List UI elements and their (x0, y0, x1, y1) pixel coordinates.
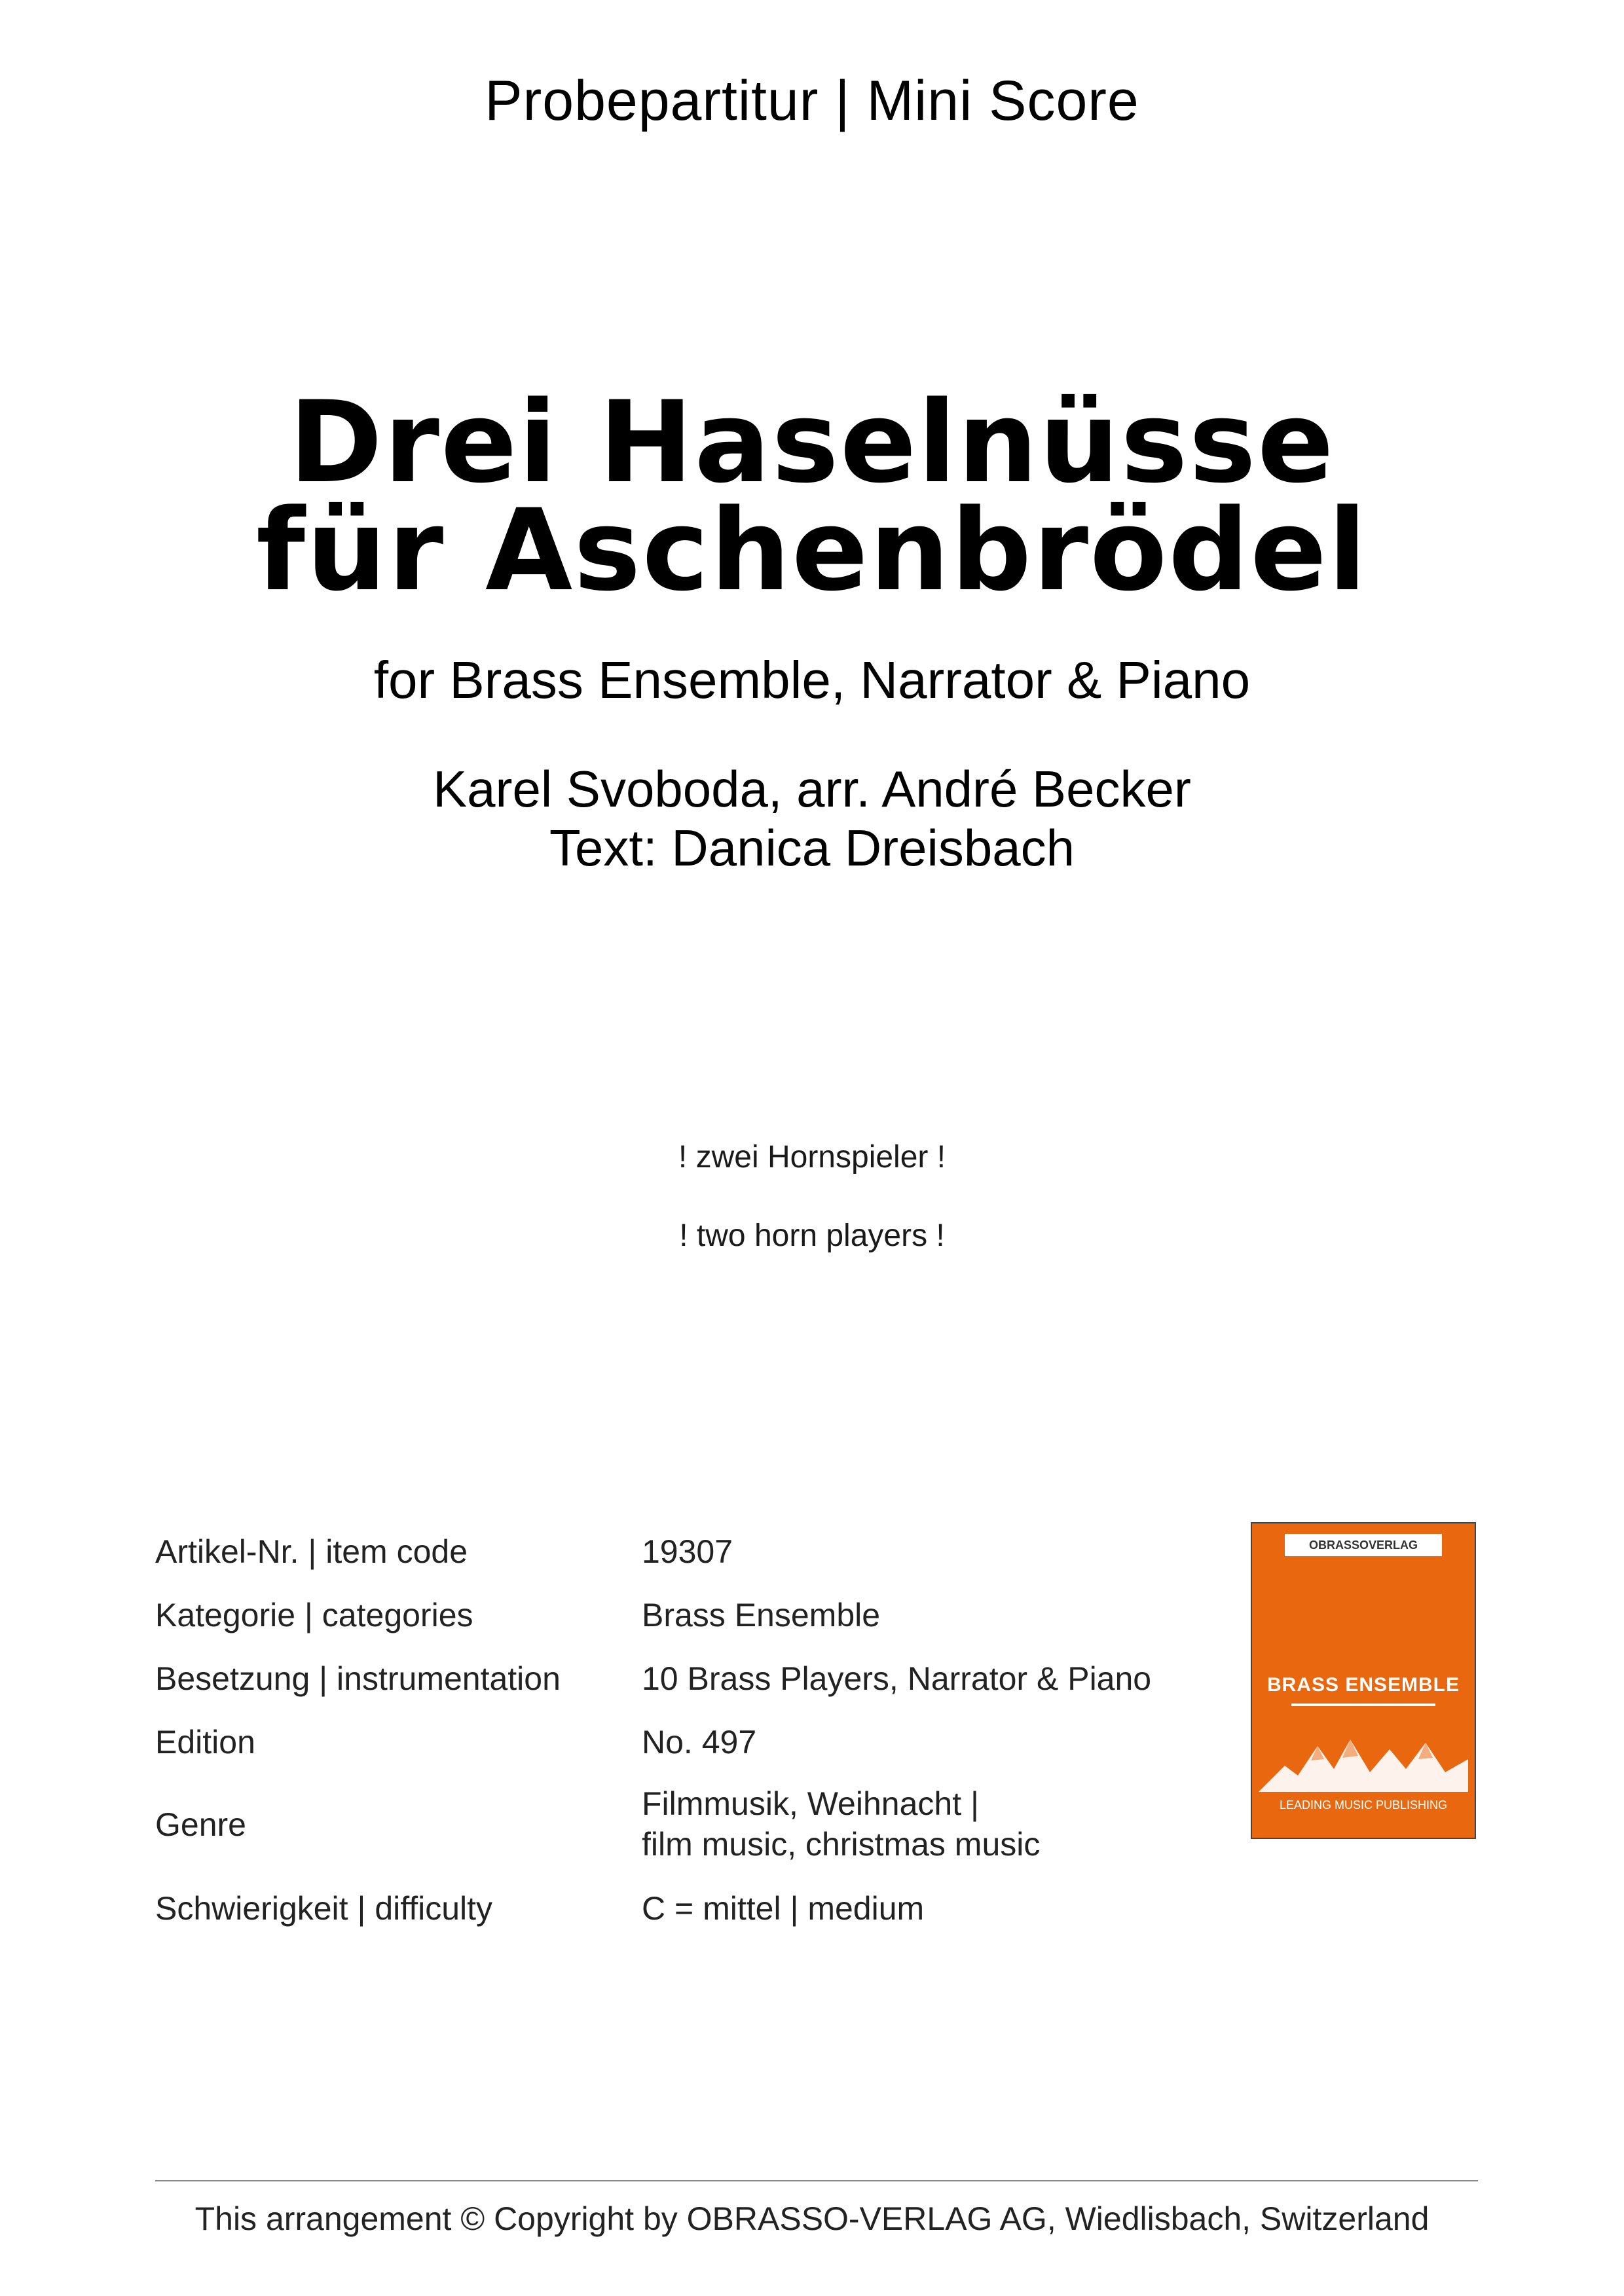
title-line-1: Drei Haselnüsse (289, 376, 1335, 508)
composer-credit: Karel Svoboda, arr. André Becker (433, 760, 1191, 818)
cover-series-title: BRASS ENSEMBLE (1266, 1674, 1460, 1696)
lyricist-credit: Text: Danica Dreisbach (549, 819, 1075, 877)
info-value-categories: Brass Ensemble (642, 1597, 881, 1633)
info-value-edition: No. 497 (642, 1724, 757, 1760)
footer-divider (155, 2180, 1478, 2181)
cover-logo: OBRASSOVERLAG (1285, 1534, 1442, 1556)
title-line-2: für Aschenbrödel (256, 484, 1368, 616)
note-english: ! two horn players ! (679, 1218, 945, 1253)
info-label-genre: Genre (155, 1806, 246, 1843)
subtitle: for Brass Ensemble, Narrator & Piano (373, 651, 1251, 709)
info-label-instrumentation: Besetzung | instrumentation (155, 1660, 561, 1697)
info-value-item-code: 19307 (642, 1533, 733, 1570)
info-value-difficulty: C = mittel | medium (642, 1890, 925, 1927)
info-label-item-code: Artikel-Nr. | item code (155, 1533, 468, 1570)
cover-divider (1291, 1704, 1435, 1706)
cover-publisher-text: LEADING MUSIC PUBLISHING (1279, 1798, 1448, 1812)
info-value-genre-line2: film music, christmas music (642, 1826, 1041, 1863)
copyright-notice: This arrangement © Copyright by OBRASSO-VERLAG AG, Wiedlisbach, Switzerland (194, 2200, 1430, 2237)
score-type-label: Probepartitur | Mini Score (485, 69, 1139, 132)
note-german: ! zwei Hornspieler ! (678, 1140, 946, 1175)
info-value-instrumentation: 10 Brass Players, Narrator & Piano (642, 1660, 1152, 1697)
info-label-edition: Edition (155, 1724, 255, 1760)
info-label-difficulty: Schwierigkeit | difficulty (155, 1890, 493, 1927)
info-label-categories: Kategorie | categories (155, 1597, 473, 1633)
info-value-genre-line1: Filmmusik, Weihnacht | (642, 1785, 979, 1822)
mountains-illustration (1259, 1720, 1468, 1792)
cover-thumbnail (1251, 1522, 1476, 1839)
